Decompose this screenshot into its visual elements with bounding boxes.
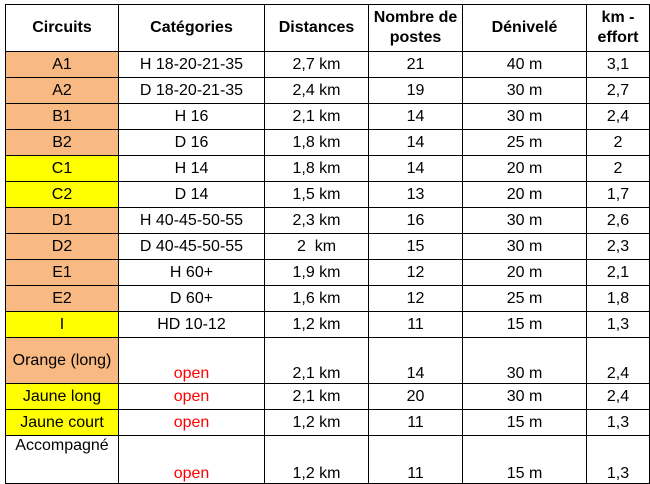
denivele-cell: 30 m — [463, 208, 587, 234]
denivele-cell: 30 m — [463, 78, 587, 104]
postes-cell: 12 — [369, 260, 463, 286]
denivele-cell: 15 m — [463, 410, 587, 436]
effort-cell: 2,3 — [587, 234, 650, 260]
circuit-cell: E2 — [6, 286, 119, 312]
circuit-cell: A2 — [6, 78, 119, 104]
header-circuits: Circuits — [6, 5, 119, 52]
postes-cell: 14 — [369, 104, 463, 130]
categorie-cell: D 60+ — [119, 286, 265, 312]
postes-cell: 13 — [369, 182, 463, 208]
circuit-cell: C1 — [6, 156, 119, 182]
distance-cell: 1,6 km — [265, 286, 369, 312]
table-row — [6, 182, 650, 208]
distance-cell: 2,1 km — [265, 384, 369, 410]
denivele-cell: 15 m — [463, 436, 587, 484]
postes-cell: 15 — [369, 234, 463, 260]
postes-cell: 11 — [369, 312, 463, 338]
header-nombre-de-postes: Nombre de postes — [369, 5, 463, 52]
denivele-cell: 30 m — [463, 384, 587, 410]
effort-cell: 3,1 — [587, 52, 650, 78]
denivele-cell: 30 m — [463, 234, 587, 260]
distance-cell: 1,2 km — [265, 312, 369, 338]
effort-cell: 1,3 — [587, 312, 650, 338]
denivele-cell: 30 m — [463, 338, 587, 384]
table-row — [6, 208, 650, 234]
effort-cell: 2,7 — [587, 78, 650, 104]
postes-cell: 14 — [369, 156, 463, 182]
categorie-cell: D 40-45-50-55 — [119, 234, 265, 260]
categorie-cell: H 16 — [119, 104, 265, 130]
table-row — [6, 260, 650, 286]
header-row — [6, 5, 650, 52]
distance-cell: 2,3 km — [265, 208, 369, 234]
header-distances: Distances — [265, 5, 369, 52]
denivele-cell: 20 m — [463, 260, 587, 286]
table-row — [6, 410, 650, 436]
effort-cell: 2,4 — [587, 384, 650, 410]
distance-cell: 2,4 km — [265, 78, 369, 104]
distance-cell: 2 km — [265, 234, 369, 260]
distance-cell: 1,2 km — [265, 410, 369, 436]
denivele-cell: 20 m — [463, 182, 587, 208]
effort-cell: 2 — [587, 130, 650, 156]
effort-cell: 2 — [587, 156, 650, 182]
denivele-cell: 15 m — [463, 312, 587, 338]
postes-cell: 14 — [369, 338, 463, 384]
circuit-cell: B1 — [6, 104, 119, 130]
circuit-cell: Jaune long — [6, 384, 119, 410]
effort-cell: 2,4 — [587, 338, 650, 384]
table-row — [6, 312, 650, 338]
circuit-cell: B2 — [6, 130, 119, 156]
distance-cell: 2,7 km — [265, 52, 369, 78]
circuit-cell: C2 — [6, 182, 119, 208]
postes-cell: 11 — [369, 436, 463, 484]
postes-cell: 16 — [369, 208, 463, 234]
table-row — [6, 78, 650, 104]
postes-cell: 21 — [369, 52, 463, 78]
effort-cell: 2,6 — [587, 208, 650, 234]
table-row — [6, 338, 650, 384]
circuit-cell: Accompagné — [6, 436, 119, 484]
effort-cell: 1,7 — [587, 182, 650, 208]
categorie-cell: D 14 — [119, 182, 265, 208]
effort-cell: 2,1 — [587, 260, 650, 286]
effort-cell: 1,8 — [587, 286, 650, 312]
circuit-cell: Orange (long) — [6, 338, 119, 384]
categorie-cell: HD 10-12 — [119, 312, 265, 338]
table-row — [6, 286, 650, 312]
effort-cell: 2,4 — [587, 104, 650, 130]
effort-cell: 1,3 — [587, 410, 650, 436]
distance-cell: 1,8 km — [265, 156, 369, 182]
categorie-cell: H 60+ — [119, 260, 265, 286]
postes-cell: 14 — [369, 130, 463, 156]
circuit-cell: D1 — [6, 208, 119, 234]
table-row — [6, 436, 650, 484]
circuit-cell: D2 — [6, 234, 119, 260]
denivele-cell: 25 m — [463, 286, 587, 312]
courses-table — [5, 4, 650, 484]
denivele-cell: 30 m — [463, 104, 587, 130]
header-denivele: Dénivelé — [463, 5, 587, 52]
header-categories: Catégories — [119, 5, 265, 52]
table-row — [6, 156, 650, 182]
denivele-cell: 20 m — [463, 156, 587, 182]
postes-cell: 20 — [369, 384, 463, 410]
categorie-cell: H 40-45-50-55 — [119, 208, 265, 234]
categorie-cell: open — [119, 410, 265, 436]
categorie-cell: H 18-20-21-35 — [119, 52, 265, 78]
categorie-cell: D 16 — [119, 130, 265, 156]
circuit-cell: E1 — [6, 260, 119, 286]
postes-cell: 12 — [369, 286, 463, 312]
denivele-cell: 40 m — [463, 52, 587, 78]
table-row — [6, 234, 650, 260]
circuit-cell: A1 — [6, 52, 119, 78]
distance-cell: 1,5 km — [265, 182, 369, 208]
categorie-cell: open — [119, 384, 265, 410]
table-row — [6, 52, 650, 78]
distance-cell: 2,1 km — [265, 338, 369, 384]
header-km-effort: km - effort — [587, 5, 650, 52]
postes-cell: 11 — [369, 410, 463, 436]
table-row — [6, 384, 650, 410]
postes-cell: 19 — [369, 78, 463, 104]
denivele-cell: 25 m — [463, 130, 587, 156]
categorie-cell: open — [119, 436, 265, 484]
table-row — [6, 104, 650, 130]
table-row — [6, 130, 650, 156]
distance-cell: 1,8 km — [265, 130, 369, 156]
circuit-cell: Jaune court — [6, 410, 119, 436]
distance-cell: 1,9 km — [265, 260, 369, 286]
categorie-cell: open — [119, 338, 265, 384]
categorie-cell: H 14 — [119, 156, 265, 182]
distance-cell: 2,1 km — [265, 104, 369, 130]
categorie-cell: D 18-20-21-35 — [119, 78, 265, 104]
circuit-cell: I — [6, 312, 119, 338]
effort-cell: 1,3 — [587, 436, 650, 484]
distance-cell: 1,2 km — [265, 436, 369, 484]
